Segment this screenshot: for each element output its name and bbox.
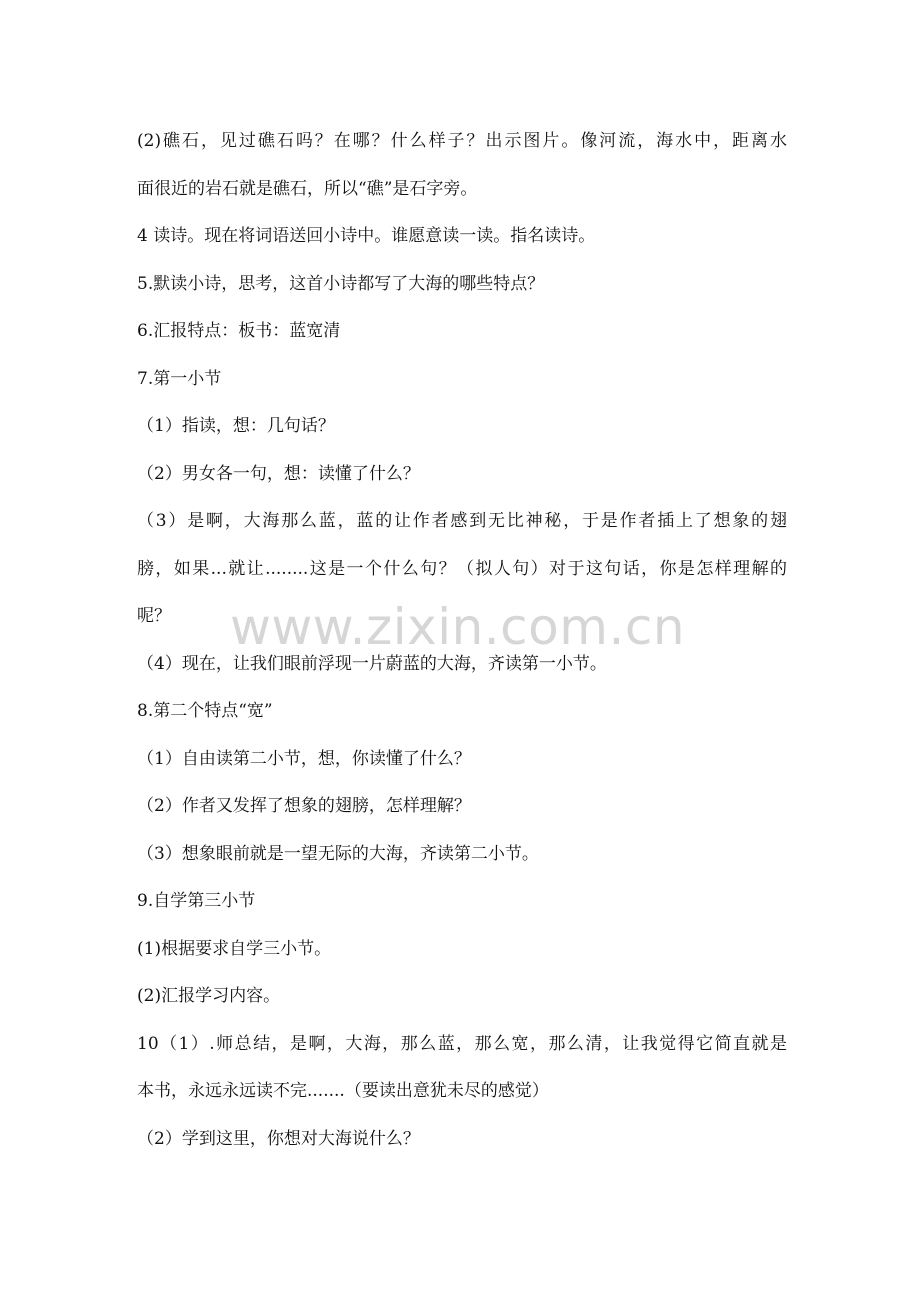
text-line-18: (1)根据要求自学三小节。: [137, 938, 332, 959]
text-line-19: (2)汇报学习内容。: [137, 986, 281, 1006]
text-line-9: （3）是啊，大海那么蓝，蓝的让作者感到无比神秘，于是作者插上了想象的翅: [137, 511, 787, 531]
text-line-21: 本书，永远永远读不完.......（要读出意犹未尽的感觉）: [137, 1081, 549, 1101]
watermark: www.zixin.com.cn: [230, 598, 686, 656]
text-line-2: 面很近的岩石就是礁石，所以“礁”是石字旁。: [137, 178, 478, 199]
text-line-7: （1）指读，想：几句话？: [137, 416, 335, 436]
text-line-4: 5.默读小诗，思考，这首小诗都写了大海的哪些特点？: [137, 273, 545, 294]
text-line-6: 7.第一小节: [137, 368, 222, 389]
text-line-12: （4）现在，让我们眼前浮现一片蔚蓝的大海，齐读第一小节。: [137, 653, 607, 674]
text-line-5: 6.汇报特点：板书：蓝宽清: [137, 321, 341, 341]
text-line-17: 9.自学第三小节: [137, 891, 256, 911]
text-line-8: （2）男女各一句，想：读懂了什么？: [137, 463, 420, 484]
text-line-1: (2)礁石，见过礁石吗？在哪？什么样子？出示图片。像河流，海水中，距离水: [137, 131, 787, 151]
text-line-20: 10（1）.师总结，是啊，大海，那么蓝，那么宽，那么清，让我觉得它简直就是: [137, 1033, 787, 1054]
text-line-16: （3）想象眼前就是一望无际的大海，齐读第二小节。: [137, 843, 539, 864]
text-line-10: 膀，如果...就让........这是一个什么句？（拟人句）对于这句话，你是怎样理解的: [137, 558, 787, 579]
text-line-15: （2）作者又发挥了想象的翅膀，怎样理解？: [137, 796, 471, 816]
text-line-3: 4 读诗。现在将词语送回小诗中。谁愿意读一读。指名读诗。: [137, 226, 596, 246]
text-line-22: （2）学到这里，你想对大海说什么？: [137, 1128, 420, 1149]
text-line-14: （1）自由读第二小节，想，你读懂了什么？: [137, 748, 471, 769]
text-line-13: 8.第二个特点“宽”: [137, 701, 273, 721]
text-line-11: 呢？: [137, 606, 171, 626]
